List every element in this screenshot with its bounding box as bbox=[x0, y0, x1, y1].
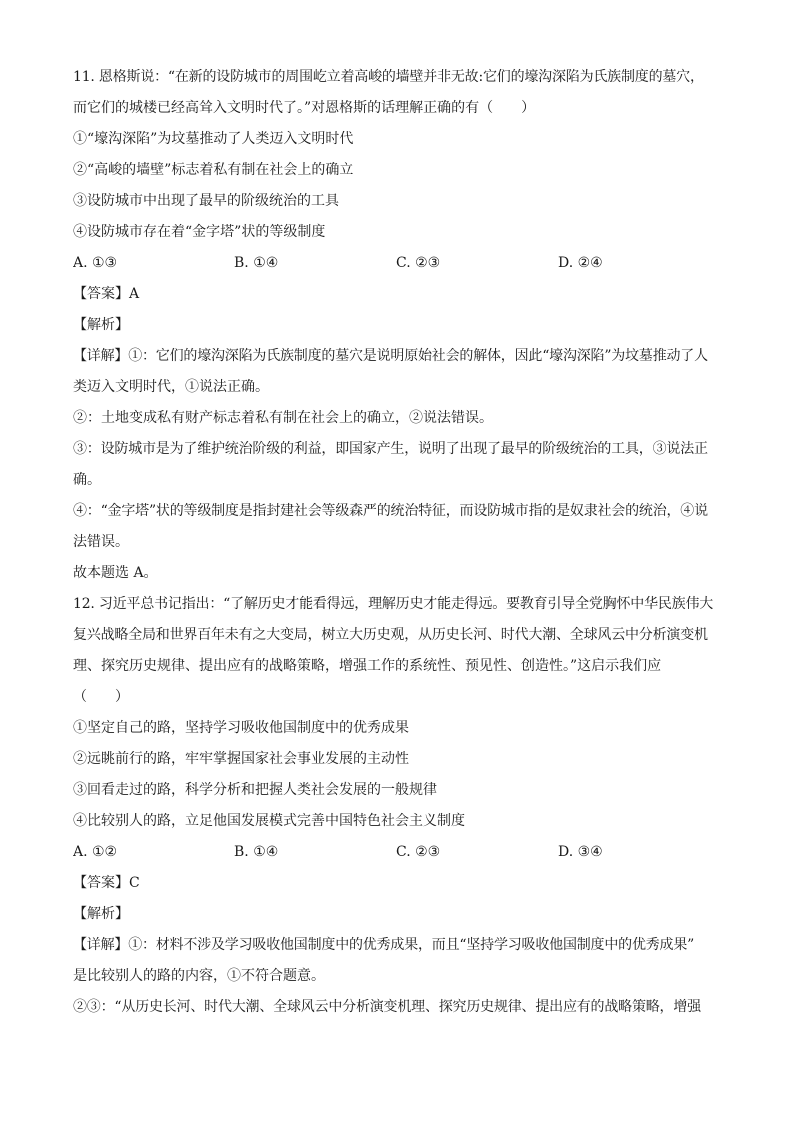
question-stem-line: 复兴战略全局和世界百年未有之大变局，树立大历史观，从历史长河、时代大潮、全球风云中分析演变机 bbox=[73, 627, 708, 643]
question-stem-line: 11. 恩格斯说：“在新的设防城市的周围屹立着高峻的墙壁并非无故:它们的壕沟深陷为氏族制度的墓穴， bbox=[73, 69, 704, 85]
statement-item: ②远眺前行的路，牢牢掌握国家社会事业发展的主动性 bbox=[73, 751, 409, 767]
detail-line: ④：“金字塔”状的等级制度是指封建社会等级森严的统治特征，而设防城市指的是奴隶社会的统治，④说 bbox=[73, 503, 708, 519]
option-c: C. ②③ bbox=[396, 255, 441, 271]
detail-line: ②：土地变成私有财产标志着私有制在社会上的确立，②说法错误。 bbox=[73, 410, 493, 426]
detail-line: 故本题选 A。 bbox=[73, 565, 158, 581]
question-stem-line: 12. 习近平总书记指出：“了解历史才能看得远，理解历史才能走得远。要教育引导全党胸怀中华民族伟大 bbox=[73, 596, 714, 612]
option-c: C. ②③ bbox=[396, 844, 441, 860]
document-content bbox=[73, 62, 725, 1023]
statement-item: ③回看走过的路，科学分析和把握人类社会发展的一般规律 bbox=[73, 782, 437, 798]
statement-item: ①“壕沟深陷”为坟墓推动了人类迈入文明时代 bbox=[73, 131, 354, 147]
answer-options bbox=[73, 837, 725, 868]
option-d: D. ②④ bbox=[558, 255, 603, 271]
statement-item: ④比较别人的路，立足他国发展模式完善中国特色社会主义制度 bbox=[73, 813, 465, 829]
option-a: A. ①② bbox=[73, 844, 118, 860]
question-stem-line: 而它们的城楼已经高耸入文明时代了。”对恩格斯的话理解正确的有（ ） bbox=[73, 100, 536, 116]
detail-line: ②③：“从历史长河、时代大潮、全球风云中分析演变机理、探究历史规律、提出应有的战略策略，增强 bbox=[73, 999, 701, 1015]
statement-item: ①坚定自己的路，坚持学习吸收他国制度中的优秀成果 bbox=[73, 720, 409, 736]
question-12 bbox=[73, 589, 725, 1023]
answer-label: 【答案】C bbox=[73, 875, 140, 891]
detail-line: 类迈入文明时代，①说法正确。 bbox=[73, 379, 269, 395]
analysis-label: 【解析】 bbox=[73, 906, 129, 922]
question-stem-line: 理、探究历史规律、提出应有的战略策略，增强工作的系统性、预见性、创造性。”这启示我们应 bbox=[73, 658, 662, 674]
detail-line: 【详解】①：它们的壕沟深陷为氏族制度的墓穴是说明原始社会的解体，因此“壕沟深陷”为坟墓推动了人 bbox=[73, 348, 708, 364]
answer-label: 【答案】A bbox=[73, 286, 140, 302]
detail-line: 是比较别人的路的内容，①不符合题意。 bbox=[73, 968, 325, 984]
option-d: D. ③④ bbox=[558, 844, 603, 860]
detail-line: 确。 bbox=[73, 472, 101, 488]
detail-line: 法错误。 bbox=[73, 534, 129, 550]
detail-line: ③：设防城市是为了维护统治阶级的利益，即国家产生，说明了出现了最早的阶级统治的工具，③说法正 bbox=[73, 441, 708, 457]
detail-line: 【详解】①：材料不涉及学习吸收他国制度中的优秀成果，而且“坚持学习吸收他国制度中的优秀成果” bbox=[73, 937, 695, 953]
option-b: B. ①④ bbox=[234, 844, 279, 860]
statement-item: ④设防城市存在着“金字塔”状的等级制度 bbox=[73, 224, 326, 240]
answer-options bbox=[73, 248, 725, 279]
analysis-label: 【解析】 bbox=[73, 317, 129, 333]
option-a: A. ①③ bbox=[73, 255, 118, 271]
statement-item: ②“高峻的墙壁”标志着私有制在社会上的确立 bbox=[73, 162, 354, 178]
statement-item: ③设防城市中出现了最早的阶级统治的工具 bbox=[73, 193, 339, 209]
question-11 bbox=[73, 62, 725, 589]
option-b: B. ①④ bbox=[234, 255, 279, 271]
question-stem-line: （ ） bbox=[73, 689, 129, 705]
